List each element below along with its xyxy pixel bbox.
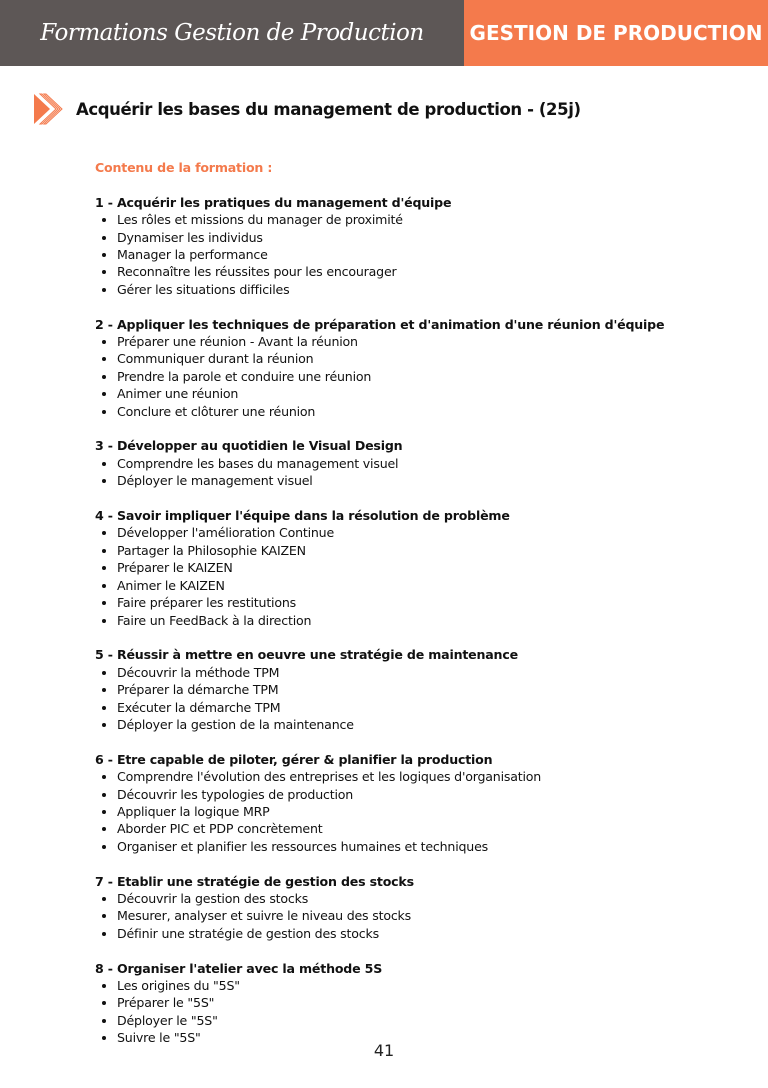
list-item: • Exécuter la démarche TPM [117,699,664,716]
list-item: • Gérer les situations difficiles [117,281,664,298]
section-heading: 2 - Appliquer les techniques de préparation et d'animation d'une réunion d'équipe [95,316,665,332]
section-heading: 7 - Etablir une stratégie de gestion des stocks [95,873,414,889]
list-item: • Animer une réunion [117,385,664,402]
list-item: • Communiquer durant la réunion [117,350,664,367]
content-section [95,751,664,855]
list-item: • Déployer la gestion de la maintenance [117,716,664,733]
section-heading: 8 - Organiser l'atelier avec la méthode 5S [95,960,383,976]
list-item: • Animer le KAIZEN [117,577,664,594]
course-title-row [34,92,581,126]
list-item: • Appliquer la logique MRP [117,803,664,820]
list-item: • Découvrir les typologies de production [117,786,664,803]
section-heading: 4 - Savoir impliquer l'équipe dans la résolution de problème [95,508,510,524]
list-item: • Dynamiser les individus [117,229,664,246]
header-brand-title: Formations Gestion de Production [0,0,464,66]
list-item: • Découvrir la gestion des stocks [117,890,664,907]
section-list [95,664,664,734]
content-section [95,507,664,629]
content-section [95,646,664,733]
list-item: • Prendre la parole et conduire une réunion [117,368,664,385]
list-item: • Manager la performance [117,246,664,263]
section-list [95,333,664,420]
section-list [95,977,664,1047]
section-list [95,211,664,298]
list-item: • Organiser et planifier les ressources humaines et techniques [117,838,664,855]
page-header [0,0,768,66]
list-item: • Développer l'amélioration Continue [117,524,664,541]
content-section [95,316,664,420]
list-item: • Définir une stratégie de gestion des stocks [117,925,664,942]
course-title: Acquérir les bases du management de production - (25j) [76,99,581,119]
list-item: • Les origines du "5S" [117,977,664,994]
section-list [95,524,664,628]
section-heading: 5 - Réussir à mettre en oeuvre une stratégie de maintenance [95,647,518,663]
list-item: • Faire un FeedBack à la direction [117,612,664,629]
section-heading: 3 - Développer au quotidien le Visual Design [95,438,403,454]
list-item: • Les rôles et missions du manager de proximité [117,211,664,228]
list-item: • Préparer le KAIZEN [117,559,664,576]
list-item: • Reconnaître les réussites pour les encourager [117,263,664,280]
content-label: Contenu de la formation : [95,160,273,175]
list-item: • Préparer le "5S" [117,994,664,1011]
section-list [95,890,664,942]
list-item: • Suivre le "5S" [117,1029,664,1046]
list-item: • Préparer la démarche TPM [117,681,664,698]
list-item: • Découvrir la méthode TPM [117,664,664,681]
list-item: • Préparer une réunion - Avant la réunion [117,333,664,350]
header-section-title: GESTION DE PRODUCTION [464,0,768,66]
page-number: 41 [373,1041,395,1060]
content-section [95,194,664,298]
list-item: • Comprendre les bases du management visuel [117,455,664,472]
arrow-chevrons-icon [34,92,68,126]
section-heading: 6 - Etre capable de piloter, gérer & planifier la production [95,751,493,767]
content-section [95,873,664,943]
section-list [95,455,664,490]
content-section [95,437,664,489]
list-item: • Aborder PIC et PDP concrètement [117,820,664,837]
list-item: • Déployer le "5S" [117,1012,664,1029]
content-section [95,960,664,1047]
section-list [95,768,664,855]
list-item: • Conclure et clôturer une réunion [117,403,664,420]
list-item: • Partager la Philosophie KAIZEN [117,542,664,559]
list-item: • Faire préparer les restitutions [117,594,664,611]
list-item: • Comprendre l'évolution des entreprises et les logiques d'organisation [117,768,664,785]
section-heading: 1 - Acquérir les pratiques du management d'équipe [95,194,452,210]
course-content [95,159,664,1064]
list-item: • Mesurer, analyser et suivre le niveau des stocks [117,907,664,924]
list-item: • Déployer le management visuel [117,472,664,489]
